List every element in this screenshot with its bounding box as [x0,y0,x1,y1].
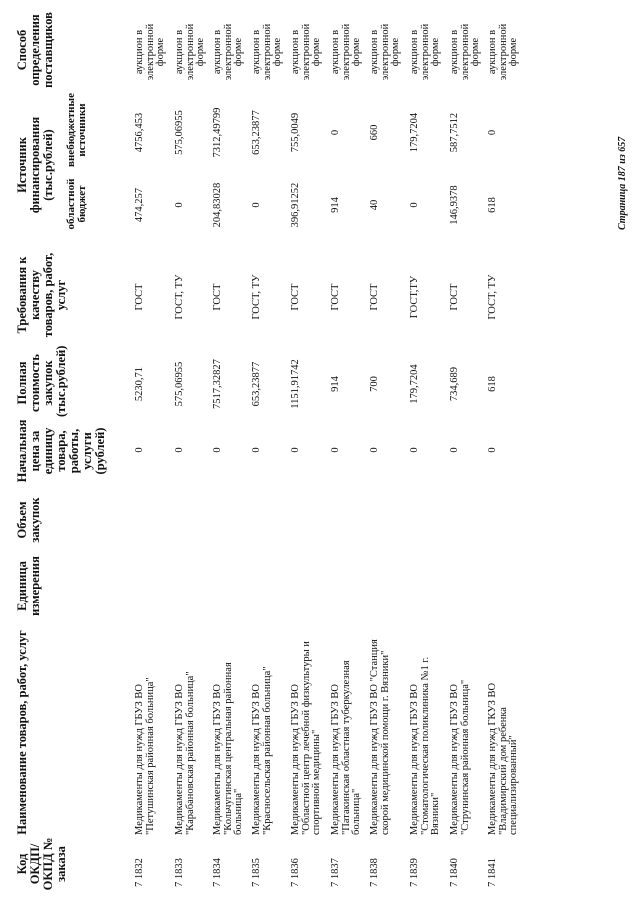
header-quality: Требования к качеству товаров, работ, услуг [15,252,68,338]
row-code: 7 1837 [330,858,341,887]
row-full-cost: 1151,91742 [290,359,301,409]
row-regional-budget: 0 [174,202,185,208]
header-volume: Объем закупок [15,497,42,543]
row-full-cost: 700 [369,376,380,392]
row-initial-price: 0 [134,447,145,453]
row-code: 7 1839 [409,858,420,887]
header-unit: Единица измерения [15,556,42,616]
row-code: 7 1841 [487,858,498,887]
row-method: аукцион в электронной форме [212,23,244,81]
row-name: Медикаменты для нужд ГБУЗ ВО "Патакинская областная туберкулезная больница" [330,660,362,835]
row-extra-budget: 653,23877 [251,110,262,155]
row-quality: ГОСТ [134,283,145,311]
row-initial-price: 0 [409,447,420,453]
page-number: Страница 187 из 657 [617,136,628,230]
row-regional-budget: 0 [251,202,262,208]
header-regional-budget: областной бюджет [65,178,88,230]
row-method: аукцион в электронной форме [487,23,519,81]
row-quality: ГОСТ, ТУ [487,274,498,320]
row-quality: ГОСТ [330,283,341,311]
row-code: 7 1835 [251,858,262,887]
row-initial-price: 0 [212,447,223,453]
row-extra-budget: 7312,49799 [212,107,223,158]
row-full-cost: 618 [487,376,498,392]
row-full-cost: 7517,32827 [212,359,223,409]
row-method: аукцион в электронной форме [174,23,206,81]
row-initial-price: 0 [369,447,380,453]
row-extra-budget: 4756,453 [134,112,145,153]
header-extra-budget: внебюджетные источники [65,93,88,167]
row-full-cost: 914 [330,376,341,392]
row-name: Медикаменты для нужд ГБУЗ ВО "Областной центр лечебной физкультуры и спортивной медицины" [290,641,322,835]
header-method: Способ определения поставщиков [15,12,55,88]
row-initial-price: 0 [487,447,498,453]
header-full-cost: Полная стоимость закупок (тыс.рублей) [15,345,68,417]
row-regional-budget: 474,257 [134,187,145,223]
row-name: Медикаменты для нужд ГБУЗ ВО "Петушинская районная больница" [134,677,156,835]
row-code: 7 1838 [369,858,380,887]
header-code: Код ОКДП/ ОКПД № заказа [15,837,68,891]
row-regional-budget: 618 [487,197,498,213]
row-name: Медикаменты для нужд ГБУЗ ВО "Струнинская районная больница" [449,679,471,835]
row-initial-price: 0 [330,447,341,453]
row-quality: ГОСТ, ТУ [251,274,262,320]
row-name: Медикаменты для нужд ГБУЗ ВО "Кольчугинская центральная районная больница" [212,662,244,835]
row-extra-budget: 587,7512 [449,112,460,153]
row-full-cost: 5230,71 [134,366,145,402]
row-regional-budget: 0 [409,202,420,208]
row-quality: ГОСТ [290,283,301,311]
row-quality: ГОСТ [369,283,380,311]
row-initial-price: 0 [449,447,460,453]
row-regional-budget: 396,91252 [290,182,301,228]
row-quality: ГОСТ, ТУ [174,274,185,320]
row-quality: ГОСТ,ТУ [409,275,420,319]
row-regional-budget: 40 [369,199,380,211]
row-code: 7 1832 [134,858,145,887]
row-method: аукцион в электронной форме [369,23,401,81]
row-initial-price: 0 [251,447,262,453]
row-method: аукцион в электронной форме [134,23,166,81]
row-extra-budget: 179,7204 [409,112,420,153]
row-initial-price: 0 [290,447,301,453]
row-name: Медикаменты для нужд ГБУЗ ВО "Красносельская районная больница" [251,666,273,835]
row-full-cost: 575,06955 [174,361,185,407]
row-name: Медикаменты для нужд ГБУЗ ВО "Карабановская районная больница" [174,671,196,835]
row-method: аукцион в электронной форме [330,23,362,81]
header-financing: Источник финансирования (тыс.рублей) [15,116,55,214]
row-regional-budget: 914 [330,197,341,213]
row-code: 7 1840 [449,858,460,887]
header-initial-price: Начальная цена за единицу товара, работы, услуги (рублей) [15,419,107,483]
row-method: аукцион в электронной форме [290,23,322,81]
header-name: Наименование товаров, работ, услуг [15,630,29,835]
row-extra-budget: 0 [487,129,498,136]
row-code: 7 1834 [212,858,223,887]
row-quality: ГОСТ [212,283,223,311]
row-code: 7 1836 [290,858,301,887]
row-name: Медикаменты для нужд ГБУЗ ВО "Станция скорой медицинской помощи г. Вязники" [369,639,391,835]
row-extra-budget: 0 [330,129,341,136]
row-full-cost: 653,23877 [251,361,262,407]
row-full-cost: 734,689 [449,366,460,402]
row-code: 7 1833 [174,858,185,887]
row-method: аукцион в электронной форме [251,23,283,81]
row-extra-budget: 575,06955 [174,110,185,155]
row-name: Медикаменты для нужд ГБУЗ ВО "Стоматологическая поликлиника №1 г. Вязники" [409,656,441,835]
row-regional-budget: 146,9378 [449,185,460,225]
row-extra-budget: 660 [369,124,380,141]
row-name: Медикаменты для нужд ГКУЗ ВО "Владимирский дом ребенка специализированный" [487,682,519,835]
row-initial-price: 0 [174,447,185,453]
row-quality: ГОСТ [449,283,460,311]
row-regional-budget: 204,83028 [212,182,223,228]
row-extra-budget: 755,0049 [290,112,301,153]
row-full-cost: 179,7204 [409,364,420,404]
row-method: аукцион в электронной форме [409,23,441,81]
row-method: аукцион в электронной форме [449,23,481,81]
